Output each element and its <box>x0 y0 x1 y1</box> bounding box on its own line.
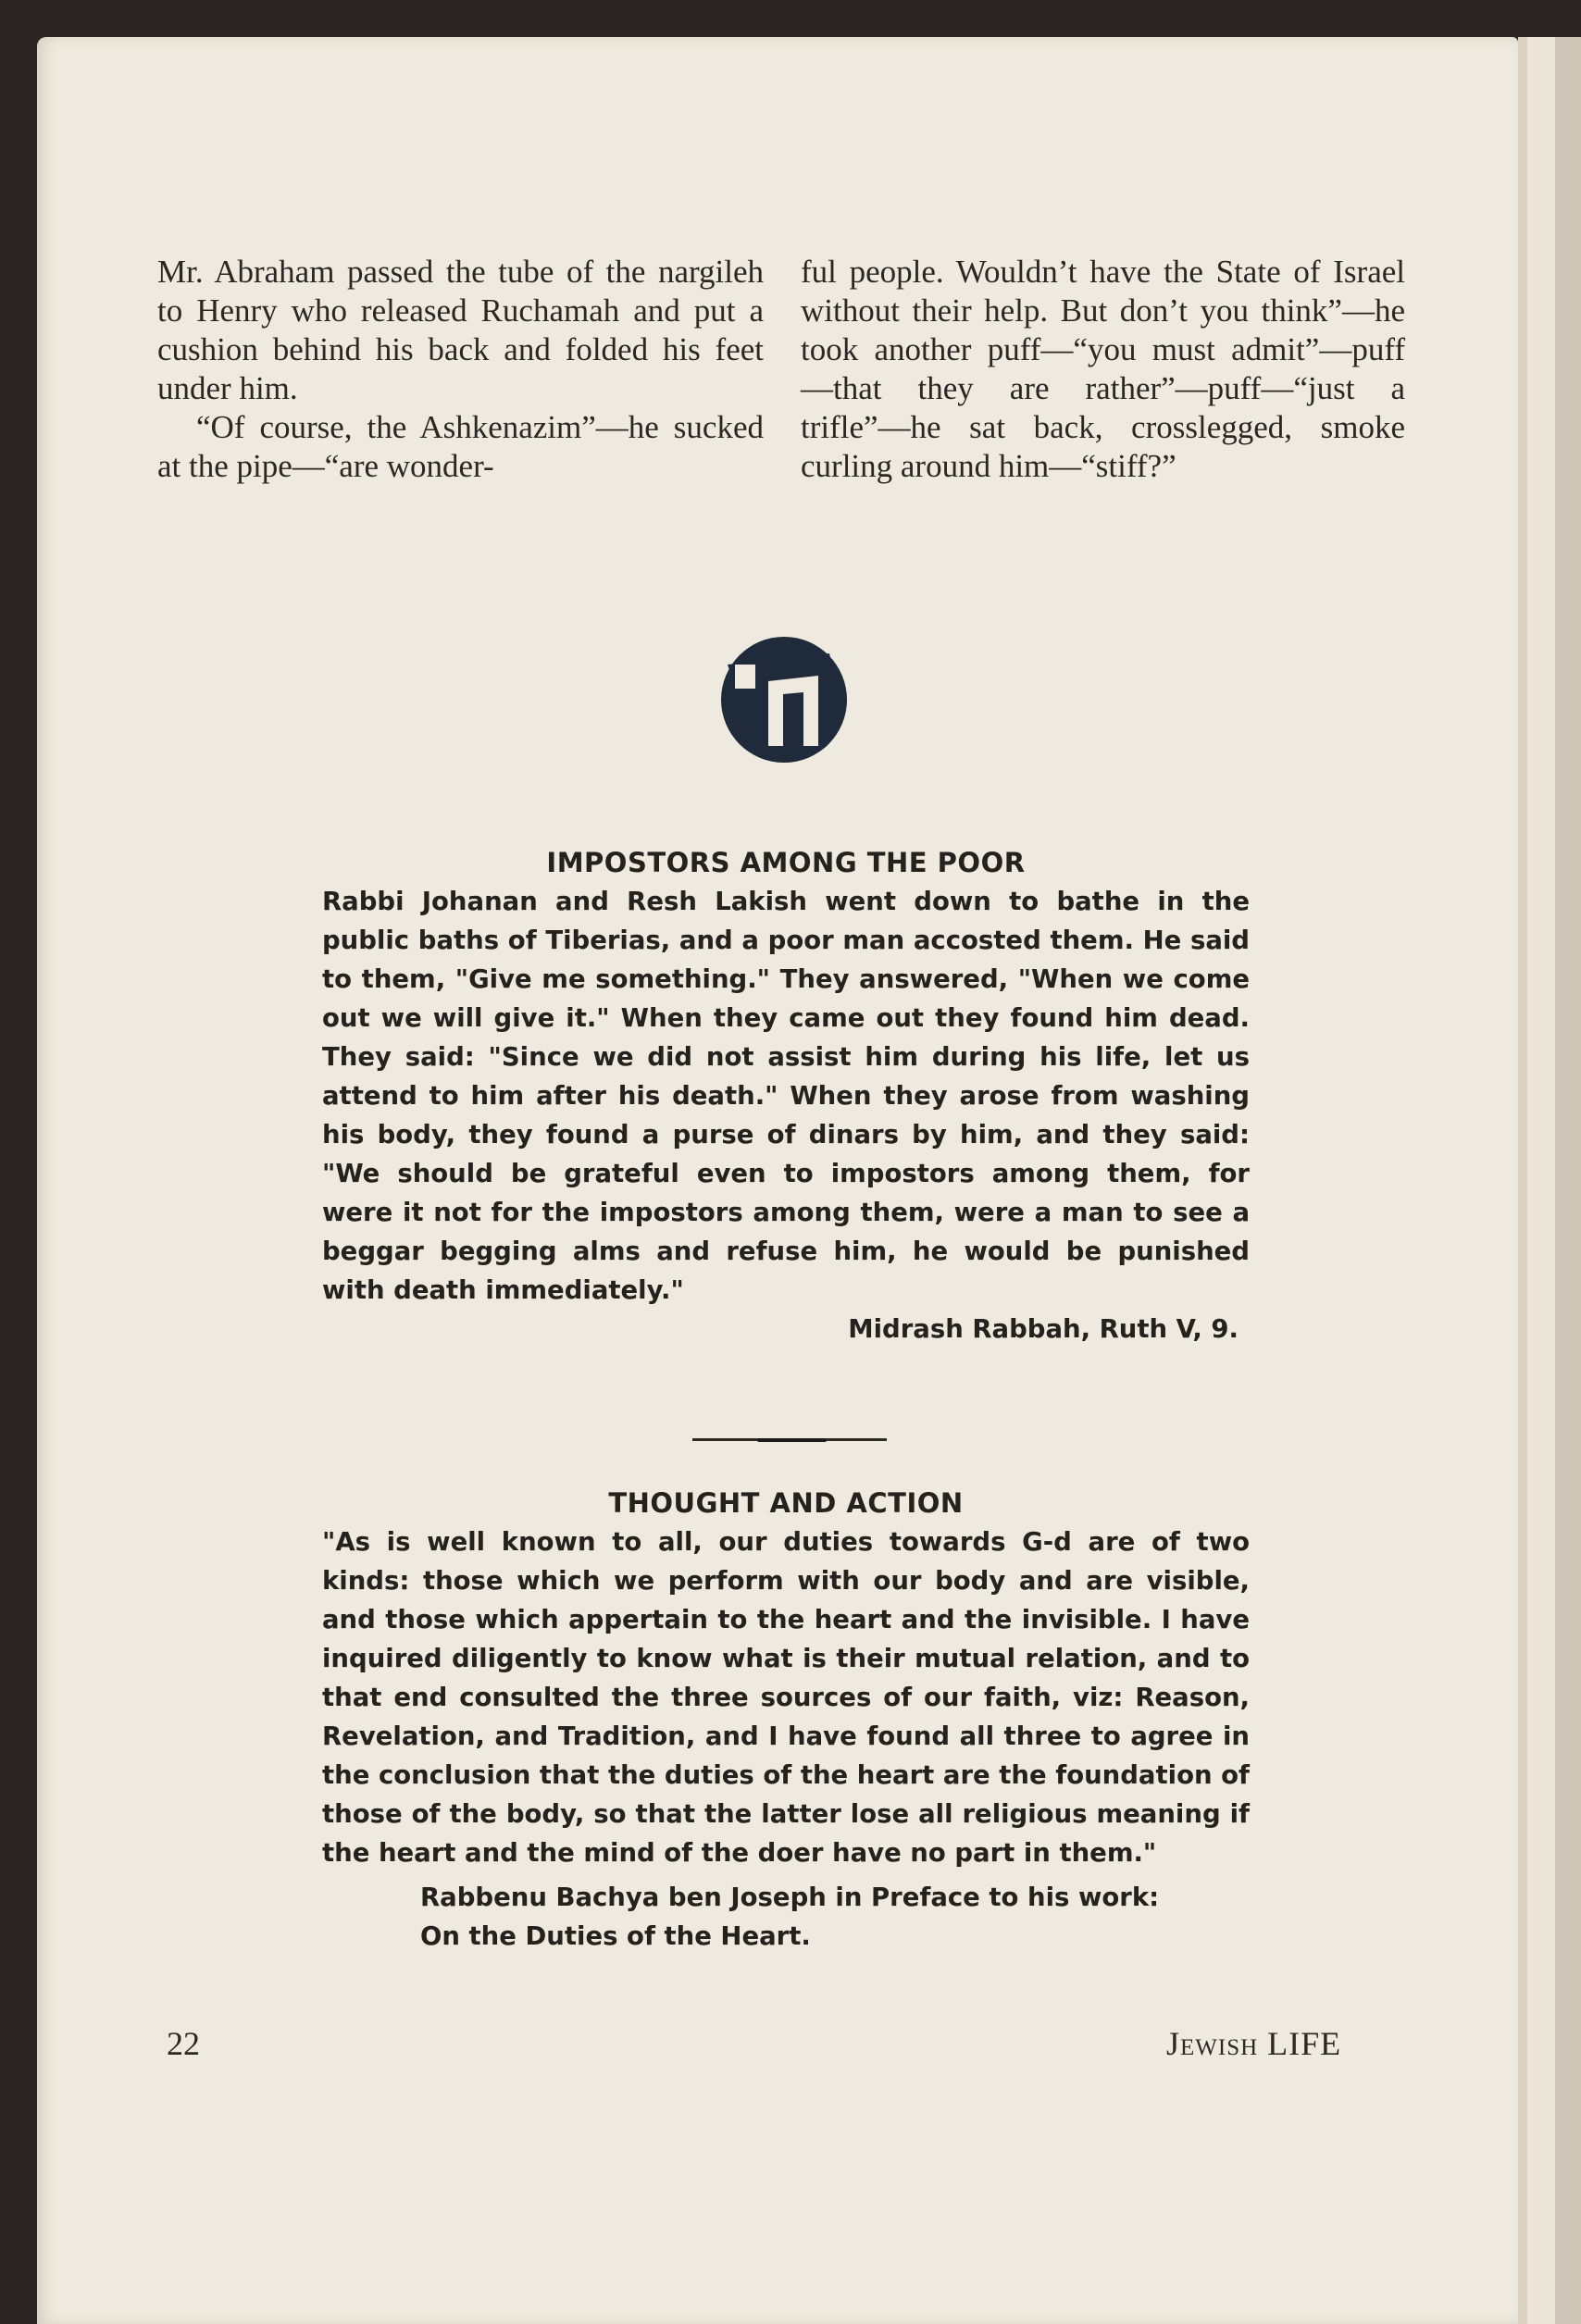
page-number: 22 <box>167 2025 200 2062</box>
impostors-section <box>322 843 1250 1348</box>
hebrew-emblem-icon <box>715 628 853 766</box>
section-heading: IMPOSTORS AMONG THE POOR <box>546 847 1026 878</box>
story-paragraph: Mr. Abraham passed the tube of the nargileh to Henry who released Ruchamah and put a cushion behind his back and folded his feet under him. <box>157 254 764 406</box>
binding-edge <box>1518 37 1581 2324</box>
section-source: Midrash Rabbah, Ruth V, 9. <box>848 1314 1239 1344</box>
section-divider <box>692 1437 887 1443</box>
story-column-right <box>801 253 1405 486</box>
story-paragraph: “Of course, the Ashkenazim”—he sucked at the pipe—“are wonder- <box>157 409 764 484</box>
magazine-masthead: Jewish LIFE <box>1166 2025 1342 2062</box>
story-column-left <box>157 253 764 486</box>
section-source <box>420 1878 1250 1956</box>
thought-section <box>322 1484 1250 1956</box>
section-body: "As is well known to all, our duties towards G-d are of two kinds: those which we perform with our body and are visible, and those which appertain to the heart and the invisible. I have inquired diligently to know what is their mutual relation, and to that end consulted the three sources of our faith, viz: Reason, Revelation, and Tradition, and I have found all three to agree in the conclusion that the duties of the heart are the foundation of those of the body, so that the latter lose all religious meaning if the heart and the mind of the doer have no part in them." <box>322 1527 1250 1868</box>
source-line: Rabbenu Bachya ben Joseph in Preface to his work: <box>420 1883 1160 1912</box>
section-body: Rabbi Johanan and Resh Lakish went down to bathe in the public baths of Tiberias, and a poor man accosted them. He said to them, "Give me something." They answered, "When we come out we will give it." When they came out they found him dead. They said: "Since we did not assist him during his life, let us attend to him after his death." When they arose from washing his body, they found a purse of dinars by him, and they said: "We should be grateful even to impostors among them, for were it not for the impostors among them, were a man to see a beggar begging alms and refuse him, he would be punished with death immediately." <box>322 887 1250 1305</box>
section-heading: THOUGHT AND ACTION <box>608 1487 964 1519</box>
story-paragraph: ful people. Wouldn’t have the State of Israel without their help. But don’t you think”—he took another puff—“you must admit”—puff—that they are rather”—puff—“just a trifle”—he sat back, crosslegged, smoke curling around him—“stiff?” <box>801 254 1405 484</box>
source-line: On the Duties of the Heart. <box>420 1921 811 1951</box>
